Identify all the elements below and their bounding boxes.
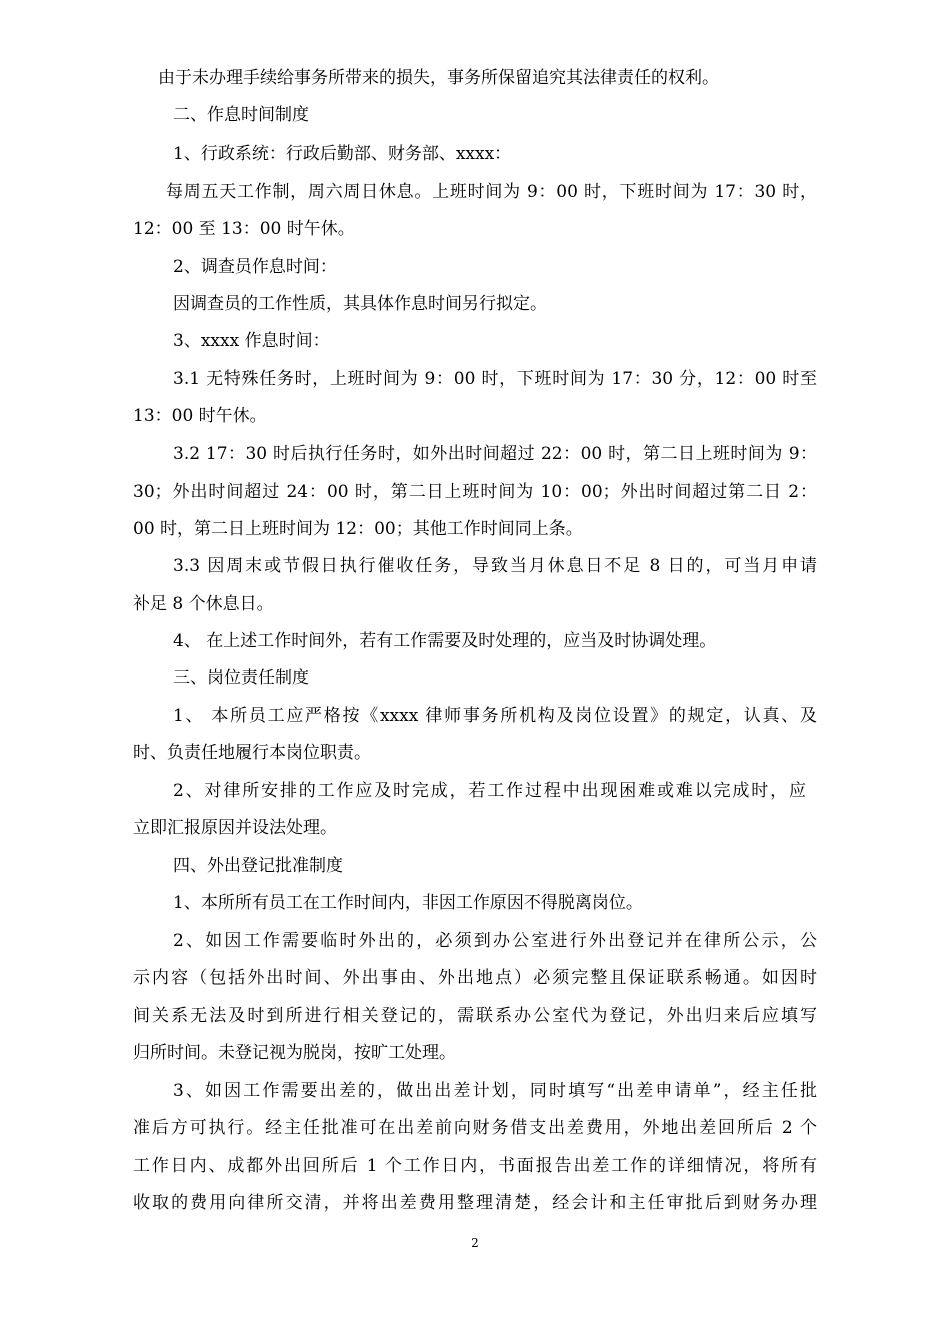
body-line: 2、如因工作需要临时外出的，必须到办公室进行外出登记并在律所公示，公 [173,931,817,951]
body-line: 1、行政系统：行政后勤部、财务部、xxxx： [173,144,512,164]
body-line: 由于未办理手续给事务所带来的损失，事务所保留追究其法律责任的权利。 [158,68,719,88]
body-line: 每周五天工作制，周六周日休息。上班时间为 9：00 时，下班时间为 17：30 时， [166,182,817,202]
body-line: 立即汇报原因并设法处理。 [133,818,337,838]
body-line: 3.2 17：30 时后执行任务时，如外出时间超过 22：00 时，第二日上班时间为 9： [173,444,817,464]
body-line: 2、对律所安排的工作应及时完成，若工作过程中出现困难或难以完成时，应 [173,781,806,801]
body-line: 3.3 因周末或节假日执行催收任务，导致当月休息日不足 8 日的，可当月申请 [173,556,817,576]
body-line: 补足 8 个休息日。 [133,594,274,614]
body-line: 收取的费用向律所交清，并将出差费用整理清楚，经会计和主任审批后到财务办理 [133,1193,817,1213]
body-line: 间关系无法及时到所进行相关登记的，需联系办公室代为登记，外出归来后应填写 [133,1006,817,1026]
section-heading: 三、岗位责任制度 [173,668,309,688]
body-line: 时、负责任地履行本岗位职责。 [133,743,371,763]
body-line: 3、xxxx 作息时间： [173,331,330,351]
body-line: 12：00 至 13：00 时午休。 [133,219,355,239]
body-line: 3、如因工作需要出差的，做出出差计划，同时填写“出差申请单”，经主任批 [173,1081,817,1101]
body-line: 工作日内、成都外出回所后 1 个工作日内，书面报告出差工作的详细情况，将所有 [133,1156,817,1176]
body-line: 2、调查员作息时间： [173,257,337,277]
body-line: 1、本所所有员工在工作时间内，非因工作原因不得脱离岗位。 [173,893,643,913]
section-heading: 二、作息时间制度 [173,105,309,125]
page-number: 2 [471,1236,479,1250]
body-line: 00 时，第二日上班时间为 12：00；其他工作时间同上条。 [133,519,583,539]
body-line: 4、 在上述工作时间外，若有工作需要及时处理的，应当及时协调处理。 [173,631,717,651]
body-line: 示内容（包括外出时间、外出事由、外出地点）必须完整且保证联系畅通。如因时 [133,968,817,988]
body-line: 3.1 无特殊任务时，上班时间为 9：00 时，下班时间为 17：30 分，12：00 时至 [173,369,817,389]
body-line: 因调查员的工作性质，其具体作息时间另行拟定。 [173,294,547,314]
body-line: 30；外出时间超过 24：00 时，第二日上班时间为 10：00；外出时间超过第二日 2： [133,482,817,502]
body-line: 13：00 时午休。 [133,406,267,426]
body-line: 1、 本所员工应严格按《xxxx 律师事务所机构及岗位设置》的规定，认真、及 [173,706,817,726]
body-line: 归所时间。未登记视为脱岗，按旷工处理。 [133,1043,456,1063]
section-heading: 四、外出登记批准制度 [173,856,343,876]
body-line: 准后方可执行。经主任批准可在出差前向财务借支出差费用，外地出差回所后 2 个 [133,1118,817,1138]
